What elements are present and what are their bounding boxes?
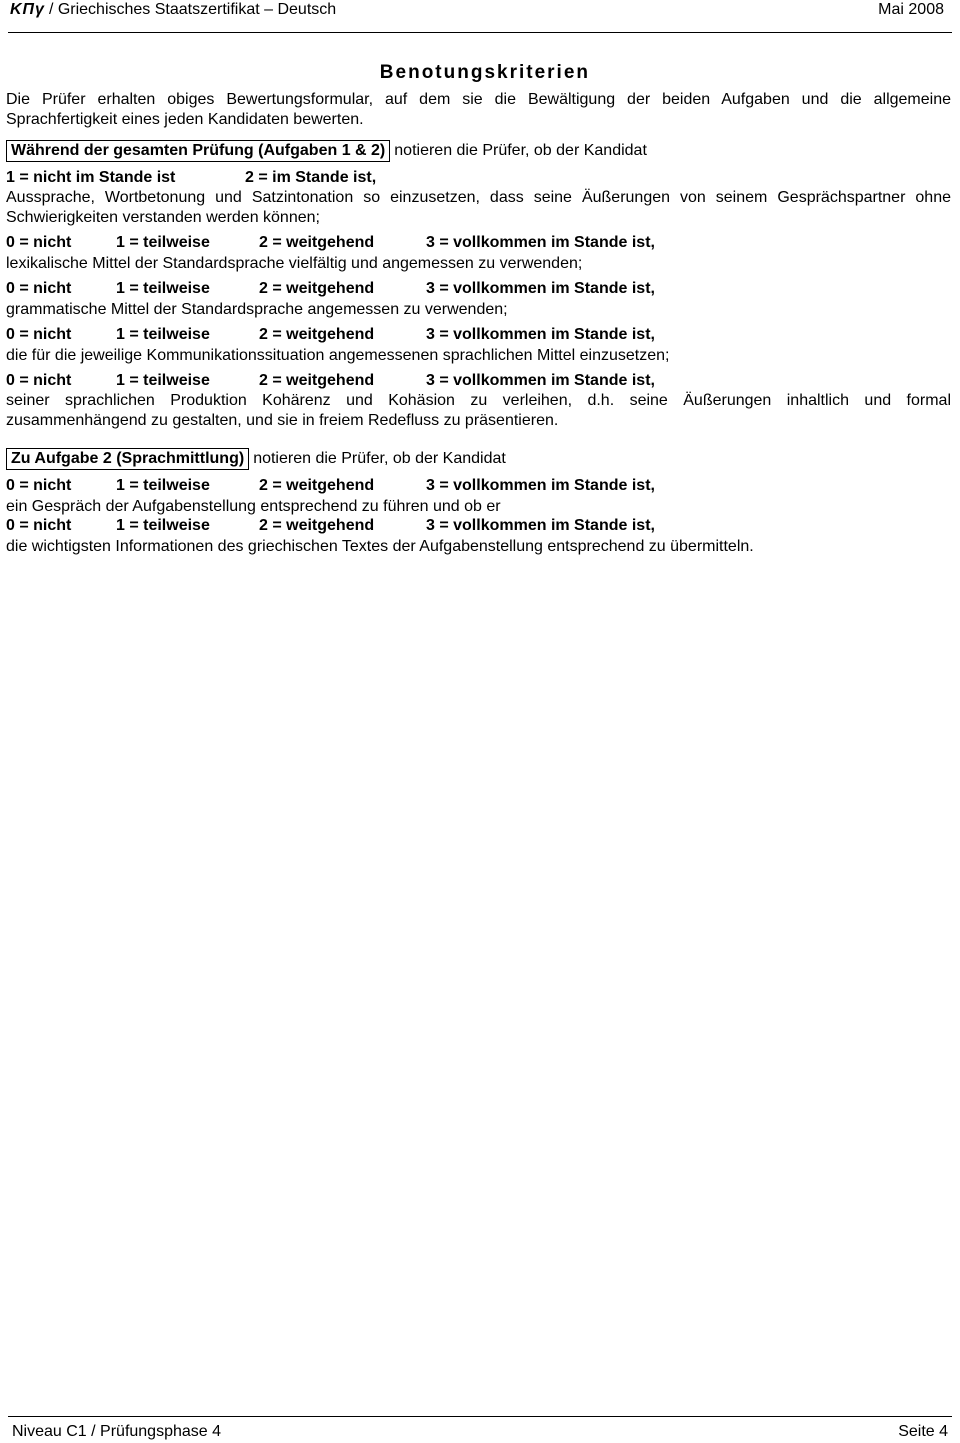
- header-title: / Griechisches Staatszertifikat – Deutsch: [48, 1, 337, 18]
- criterion-pronunciation: Aussprache, Wortbetonung und Satzintonation so einzusetzen, dass seine Äußerungen von seinem Gesprächspartner ohne Schwierigkeiten verstanden werden können;: [6, 189, 951, 226]
- intro-paragraph: Die Prüfer erhalten obiges Bewertungsformular, auf dem sie die Bewältigung der beiden Aufgaben und die allgemeine Sprachfertigkeit eines jeden Kandidaten bewerten.: [6, 91, 951, 128]
- section1-heading: [6, 140, 647, 162]
- page-title: Benotungskriterien: [379, 62, 590, 83]
- kpg-logo: ΚΠγ: [10, 1, 45, 18]
- criterion-communication: die für die jeweilige Kommunikationssituation angemessenen sprachlichen Mittel einzusetzen;: [6, 347, 670, 364]
- footer-level: Niveau C1 / Prüfungsphase 4: [12, 1423, 222, 1440]
- section2-box-label: Zu Aufgabe 2 (Sprachmittlung): [6, 448, 249, 470]
- section2-heading: [6, 448, 506, 470]
- page-footer: [8, 1416, 952, 1443]
- footer-page-number: Seite 4: [898, 1423, 948, 1440]
- criterion-conversation: ein Gespräch der Aufgabenstellung entsprechend zu führen und ob er: [6, 498, 501, 515]
- binary-scale-b: 2 = im Stande ist,: [245, 169, 377, 186]
- page-header: [8, 0, 952, 33]
- section1-box-label: Während der gesamten Prüfung (Aufgaben 1 & 2): [6, 140, 390, 162]
- criterion-lexis: lexikalische Mittel der Standardsprache vielfältig und angemessen zu verwenden;: [6, 255, 583, 272]
- criterion-coherence: seiner sprachlichen Produktion Kohärenz und Kohäsion zu verleihen, d.h. seine Äußerungen inhaltlich und formal zusammenhängend zu gestalten, und sie in freiem Redefluss zu präsentieren.: [6, 392, 951, 429]
- binary-scale-a: 1 = nicht im Stande ist: [6, 169, 176, 186]
- header-date: Mai 2008: [878, 1, 944, 18]
- section2-after-box: notieren die Prüfer, ob der Kandidat: [253, 450, 506, 467]
- criterion-mediation: die wichtigsten Informationen des griechischen Textes der Aufgabenstellung entsprechend zu übermitteln.: [6, 538, 754, 555]
- section1-after-box: notieren die Prüfer, ob der Kandidat: [394, 142, 647, 159]
- criterion-grammar: grammatische Mittel der Standardsprache angemessen zu verwenden;: [6, 301, 508, 318]
- header-left: [10, 1, 336, 19]
